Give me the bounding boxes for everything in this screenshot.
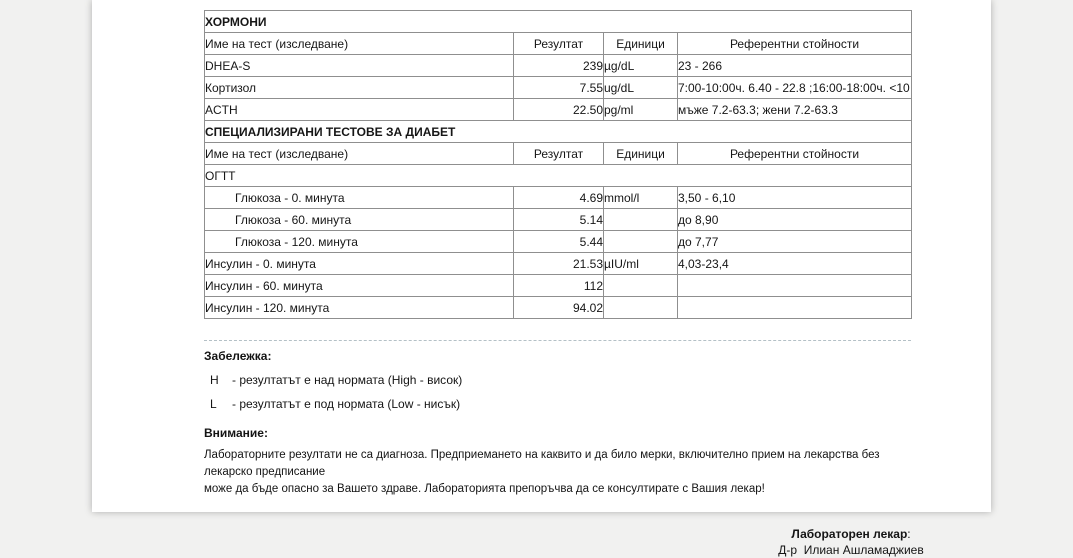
section-title-row — [205, 121, 912, 143]
dashed-divider — [204, 340, 911, 341]
cell-result: 94.02 — [514, 297, 604, 319]
cell-reference: 23 - 266 — [678, 55, 912, 77]
section-title-row — [205, 11, 912, 33]
header-units: Единици — [604, 143, 678, 165]
warning-text — [204, 447, 911, 498]
cell-reference: 4,03-23,4 — [678, 253, 912, 275]
cell-test-name: ACTH — [205, 99, 514, 121]
cell-units: pg/ml — [604, 99, 678, 121]
table-row — [205, 231, 912, 253]
cell-test-name: Глюкоза - 120. минута — [205, 231, 514, 253]
header-reference: Референтни стойности — [678, 33, 912, 55]
cell-units: ug/dL — [604, 77, 678, 99]
report-content — [204, 10, 924, 558]
table-row — [205, 99, 912, 121]
cell-reference — [678, 297, 912, 319]
cell-result: 239 — [514, 55, 604, 77]
cell-units: µIU/ml — [604, 253, 678, 275]
note-flag-letter: H — [210, 373, 219, 387]
header-test-name: Име на тест (изследване) — [205, 33, 514, 55]
cell-units — [604, 231, 678, 253]
note-text: - резултатът е под нормата (Low - нисък) — [232, 397, 461, 411]
signature-title — [741, 526, 961, 542]
cell-test-name: ОГТТ — [205, 165, 912, 187]
doctor-name: Д-р Илиан Ашламаджиев — [778, 543, 924, 557]
notes-list — [204, 373, 911, 411]
diabetes-tests-table — [204, 120, 912, 319]
column-header-row — [205, 33, 912, 55]
cell-reference: 7:00-10:00ч. 6.40 - 22.8 ;16:00-18:00ч. <10 — [678, 77, 912, 99]
notes-title: Забележка: — [204, 349, 272, 363]
hormones-table — [204, 10, 912, 121]
cell-reference: 3,50 - 6,10 — [678, 187, 912, 209]
cell-units — [604, 209, 678, 231]
cell-result: 21.53 — [514, 253, 604, 275]
table-row — [205, 275, 912, 297]
table-row — [205, 165, 912, 187]
report-paper — [92, 0, 991, 557]
section-title: СПЕЦИАЛИЗИРАНИ ТЕСТОВЕ ЗА ДИАБЕТ — [205, 121, 912, 143]
cell-reference: до 8,90 — [678, 209, 912, 231]
cell-units: mmol/l — [604, 187, 678, 209]
cell-test-name: Кортизол — [205, 77, 514, 99]
warning-line: Лабораторните резултати не са диагноза. Предприемането на каквито и да било мерки, включително прием на лекарства без лекарско предписание — [204, 449, 880, 478]
table-row — [205, 253, 912, 275]
cell-units — [604, 275, 678, 297]
column-header-row — [205, 143, 912, 165]
section-title: ХОРМОНИ — [205, 11, 912, 33]
cell-result: 5.14 — [514, 209, 604, 231]
warning-title: Внимание: — [204, 426, 268, 440]
table-row — [205, 209, 912, 231]
signature-block — [741, 526, 961, 558]
note-item — [204, 373, 911, 387]
cell-test-name: Глюкоза - 0. минута — [205, 187, 514, 209]
cell-result: 112 — [514, 275, 604, 297]
header-reference: Референтни стойности — [678, 143, 912, 165]
cell-result: 7.55 — [514, 77, 604, 99]
warning-line: може да бъде опасно за Вашето здраве. Лабораторията препоръчва да се консултирате с Вашия лекар! — [204, 483, 765, 495]
cell-result: 22.50 — [514, 99, 604, 121]
header-test-name: Име на тест (изследване) — [205, 143, 514, 165]
note-text: - резултатът е над нормата (High - висок) — [232, 373, 463, 387]
cell-test-name: Глюкоза - 60. минута — [205, 209, 514, 231]
cell-reference: до 7,77 — [678, 231, 912, 253]
cell-test-name: DHEA-S — [205, 55, 514, 77]
table-row — [205, 297, 912, 319]
header-units: Единици — [604, 33, 678, 55]
cell-reference: мъже 7.2-63.3; жени 7.2-63.3 — [678, 99, 912, 121]
header-result: Резултат — [514, 143, 604, 165]
cell-test-name: Инсулин - 0. минута — [205, 253, 514, 275]
signature-label: Лабораторен лекар — [791, 527, 908, 541]
table-row — [205, 187, 912, 209]
note-item — [204, 397, 911, 411]
cell-test-name: Инсулин - 60. минута — [205, 275, 514, 297]
table-row — [205, 77, 912, 99]
table-row — [205, 55, 912, 77]
cell-result: 5.44 — [514, 231, 604, 253]
header-result: Резултат — [514, 33, 604, 55]
cell-reference — [678, 275, 912, 297]
signature-colon: : — [907, 527, 911, 541]
cell-units: µg/dL — [604, 55, 678, 77]
cell-test-name: Инсулин - 120. минута — [205, 297, 514, 319]
cell-result: 4.69 — [514, 187, 604, 209]
cell-units — [604, 297, 678, 319]
note-flag-letter: L — [210, 397, 217, 411]
